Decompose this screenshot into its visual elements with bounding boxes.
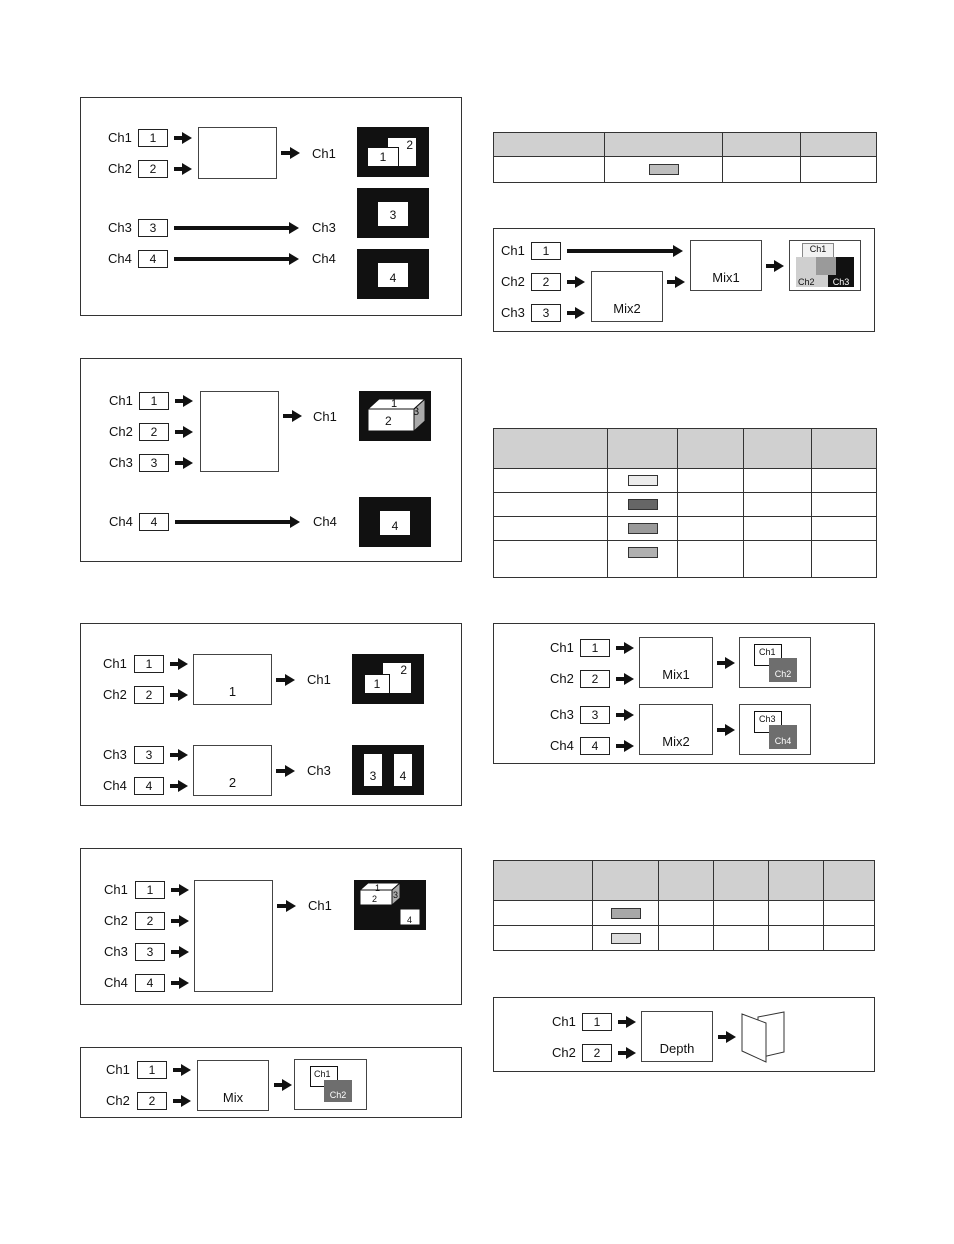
overlap-layer [816,257,836,275]
table-cell [593,926,659,951]
cube-face-3: 3 [393,890,399,900]
table-header-cell [494,133,605,157]
table-header-cell [494,861,593,901]
mix2-label: Mix2 [613,301,641,316]
table-cell [494,926,593,951]
ch3-label: Ch3 [501,305,525,320]
ch2-label: Ch2 [106,1093,130,1108]
table-cell [801,157,877,183]
input-3: 3 [580,706,610,724]
mix1-thumbnail [739,637,811,688]
table-cell [659,926,714,951]
input-1: 1 [582,1013,612,1031]
table-cell [824,926,875,951]
window-2: 2 [382,662,412,694]
input-1: 1 [135,881,165,899]
ch2-label: Ch2 [501,274,525,289]
table-cell [744,517,812,541]
input-1: 1 [531,242,561,260]
diagram-panel-a [80,97,462,316]
ch1-window: Ch1 [310,1066,338,1087]
process-box [194,880,273,992]
ch3-label: Ch3 [109,455,133,470]
ch1-label: Ch1 [103,656,127,671]
window-3: 3 [377,201,409,227]
arrow [175,430,184,434]
input-2: 2 [139,423,169,441]
ch3-label: Ch3 [108,220,132,235]
table-cell [593,901,659,926]
table-header-cell [659,861,714,901]
table-cell [744,469,812,493]
table-cell [608,517,678,541]
ch2-label: Ch2 [550,671,574,686]
output-thumbnail-cube [359,391,431,441]
arrow [174,167,183,171]
arrow [175,520,291,524]
output-thumbnail [352,745,424,795]
diagram-panel-d [80,848,462,1005]
table-cell [723,157,801,183]
arrow [277,904,287,908]
process-box [200,391,279,472]
mix2-label: Mix2 [662,734,690,749]
arrow [170,662,179,666]
mix-thumbnail [789,240,861,291]
input-1: 1 [134,655,164,673]
output-thumbnail [352,654,424,704]
input-2: 2 [135,912,165,930]
arrow [173,1068,182,1072]
table-cell [494,517,608,541]
window-4: 4 [393,753,413,787]
output-thumbnail [357,127,429,177]
mix2-thumbnail [739,704,811,755]
input-3: 3 [531,304,561,322]
window-4: 4 [379,510,411,536]
arrow [616,677,625,681]
table-header-cell [678,429,744,469]
input-3: 3 [134,746,164,764]
input-4: 4 [138,250,168,268]
process-box [198,127,277,179]
cube-face-1: 1 [391,398,398,410]
output-thumbnail [359,497,431,547]
ch2-window: Ch2 [324,1080,352,1102]
ch3-output-label: Ch3 [307,763,331,778]
arrow [283,414,293,418]
arrow [616,713,625,717]
window-4: 4 [377,262,409,288]
arrow [174,226,290,230]
cube-face-1: 1 [375,883,381,893]
ch3-window: Ch3 [754,711,782,733]
input-2: 2 [134,686,164,704]
table-cell [812,469,877,493]
table-cell [494,157,605,183]
table-1 [493,132,877,183]
table-cell [812,517,877,541]
process-label: 2 [228,775,237,790]
ch1-label: Ch1 [104,882,128,897]
input-3: 3 [139,454,169,472]
table-header-cell [769,861,824,901]
input-4: 4 [135,974,165,992]
mix1-label: Mix1 [712,270,740,285]
table-cell [678,493,744,517]
ch1-layer: Ch1 [802,243,834,285]
cube-face-3: 3 [413,406,420,418]
process-box-1 [193,654,272,705]
table-cell [812,541,877,578]
input-4: 4 [134,777,164,795]
table-3 [493,860,875,951]
mix2-box [639,704,713,755]
ch2-label: Ch2 [108,161,132,176]
arrow [618,1051,627,1055]
color-swatch [628,499,658,510]
ch1-output-label: Ch1 [307,672,331,687]
input-2: 2 [138,160,168,178]
ch4-output-label: Ch4 [312,251,336,266]
color-swatch [611,908,641,919]
depth-box [641,1011,713,1062]
input-1: 1 [137,1061,167,1079]
table-header-cell [494,429,608,469]
ch1-label: Ch1 [552,1014,576,1029]
depth-planes-graphic [738,1011,788,1063]
ch1-output-label: Ch1 [308,898,332,913]
arrow [175,461,184,465]
ch4-window: Ch4 [769,725,797,749]
input-3: 3 [138,219,168,237]
window-3: 3 [363,753,383,787]
mix-label: Mix [222,1090,244,1105]
depth-label: Depth [659,1041,695,1056]
color-swatch [611,933,641,944]
process-label: 1 [228,684,237,699]
ch2-label: Ch2 [104,913,128,928]
ch1-output-label: Ch1 [312,146,336,161]
arrow [274,1083,283,1087]
ch4-label: Ch4 [108,251,132,266]
arrow [170,753,179,757]
diagram-panel-g [493,623,875,764]
ch3-output-label: Ch3 [312,220,336,235]
arrow [616,646,625,650]
color-swatch [628,547,658,558]
input-4: 4 [580,737,610,755]
ch1-label: Ch1 [550,640,574,655]
arrow [174,136,183,140]
arrow [171,888,180,892]
ch2-label: Ch2 [103,687,127,702]
table-cell [659,901,714,926]
table-header-cell [608,429,678,469]
ch1-label: Ch1 [108,130,132,145]
ch1-window: Ch1 [754,644,782,666]
table-cell [494,541,608,578]
input-3: 3 [135,943,165,961]
process-box-2 [193,745,272,796]
table-cell [678,541,744,578]
input-1: 1 [138,129,168,147]
ch1-label: Ch1 [109,393,133,408]
ch2-window: Ch2 [769,658,797,682]
table-header-cell [605,133,723,157]
ch2-label: Ch2 [552,1045,576,1060]
arrow [616,744,625,748]
arrow [171,981,180,985]
color-swatch [628,523,658,534]
ch2-layer: Ch2 [796,257,828,287]
table-cell [812,493,877,517]
table-cell [769,926,824,951]
mix1-box [639,637,713,688]
input-1: 1 [580,639,610,657]
ch4-label: Ch4 [103,778,127,793]
table-header-cell [801,133,877,157]
arrow [717,728,726,732]
table-cell [769,901,824,926]
table-cell [608,469,678,493]
table-header-cell [593,861,659,901]
window-1: 1 [367,147,399,167]
window-1: 1 [364,674,390,694]
output-thumbnail [357,188,429,238]
input-2: 2 [580,670,610,688]
diagram-panel-b [80,358,462,562]
table-header-cell [723,133,801,157]
input-2: 2 [531,273,561,291]
arrow [567,280,576,284]
window-2: 2 [387,137,417,167]
table-cell [744,493,812,517]
arrow [170,784,179,788]
arrow [667,280,676,284]
table-header-cell [812,429,877,469]
arrow [766,264,775,268]
table-cell [678,469,744,493]
arrow [171,950,180,954]
color-swatch [649,164,679,175]
diagram-panel-f [493,228,875,332]
arrow [567,249,674,253]
ch2-label: Ch2 [109,424,133,439]
arrow [567,311,576,315]
window-4: 4 [407,915,413,925]
table-cell [714,901,769,926]
ch4-output-label: Ch4 [313,514,337,529]
table-cell [608,493,678,517]
ch3-label: Ch3 [104,944,128,959]
color-swatch [628,475,658,486]
arrow [170,693,179,697]
table-header-cell [714,861,769,901]
table-cell [678,517,744,541]
cube-face-2: 2 [372,894,378,904]
diagram-panel-h [493,997,875,1072]
ch3-label: Ch3 [103,747,127,762]
ch1-label: Ch1 [501,243,525,258]
arrow [718,1035,727,1039]
output-thumbnail-cube [354,880,426,930]
table-cell [744,541,812,578]
mix-thumbnail [294,1059,367,1110]
ch4-label: Ch4 [109,514,133,529]
input-2: 2 [582,1044,612,1062]
arrow [173,1099,182,1103]
ch1-label: Ch1 [106,1062,130,1077]
table-cell [714,926,769,951]
arrow [717,661,726,665]
mix2-box [591,271,663,322]
mix-box [197,1060,269,1111]
table-header-cell [744,429,812,469]
table-cell [494,493,608,517]
ch4-label: Ch4 [104,975,128,990]
arrow [276,769,286,773]
input-4: 4 [139,513,169,531]
table-2 [493,428,877,578]
table-cell [608,541,678,578]
arrow [171,919,180,923]
input-1: 1 [139,392,169,410]
arrow [281,151,291,155]
cube-graphic [354,880,426,930]
arrow [174,257,290,261]
mix1-box [690,240,762,291]
input-2: 2 [137,1092,167,1110]
output-thumbnail [357,249,429,299]
ch3-layer: Ch3 [828,257,854,287]
table-cell [494,469,608,493]
mix1-label: Mix1 [662,667,690,682]
diagram-panel-c [80,623,462,806]
table-cell [494,901,593,926]
arrow [618,1020,627,1024]
arrow [276,678,286,682]
ch1-output-label: Ch1 [313,409,337,424]
table-cell [824,901,875,926]
ch4-label: Ch4 [550,738,574,753]
table-cell [605,157,723,183]
diagram-panel-e [80,1047,462,1118]
cube-face-2: 2 [385,414,392,428]
arrow [175,399,184,403]
ch3-label: Ch3 [550,707,574,722]
table-header-cell [824,861,875,901]
